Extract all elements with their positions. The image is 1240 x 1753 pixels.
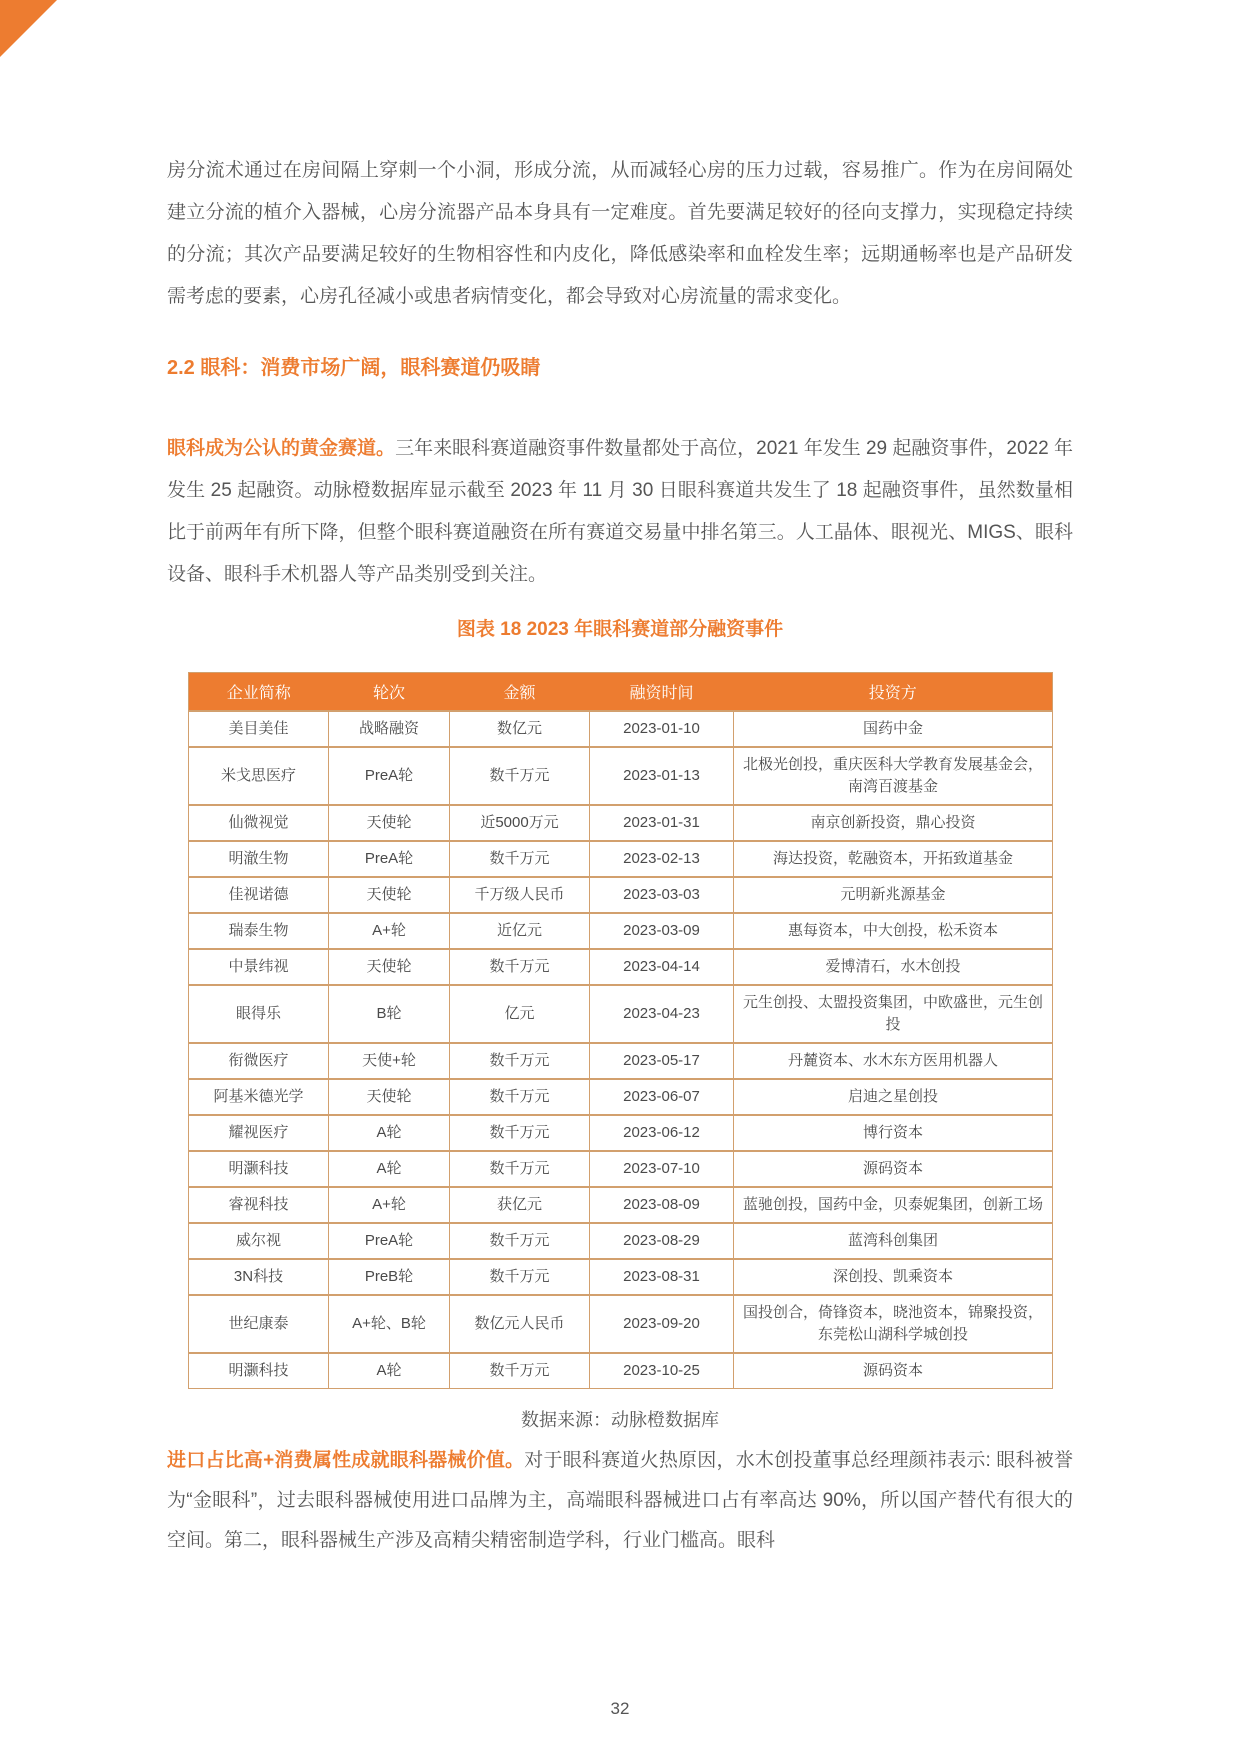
table-cell: 获亿元 — [450, 1187, 590, 1223]
table-row — [189, 1259, 1053, 1295]
table-cell: 数亿元人民币 — [450, 1295, 590, 1353]
page-corner-decoration — [0, 0, 57, 57]
table-row — [189, 1295, 1053, 1353]
table-cell: 南京创新投资，鼎心投资 — [734, 805, 1053, 841]
table-cell: 蓝驰创投，国药中金，贝泰妮集团，创新工场 — [734, 1187, 1053, 1223]
table-cell: 近5000万元 — [450, 805, 590, 841]
paragraph-atrial-shunt: 房分流术通过在房间隔上穿刺一个小洞，形成分流，从而减轻心房的压力过载，容易推广。作为在房间隔处建立分流的植介入器械，心房分流器产品本身具有一定难度。首先要满足较好的径向支撑力，实现稳定持续的分流；其次产品要满足较好的生物相容性和内皮化，降低感染率和血栓发生率；远期通畅率也是产品研发需考虑的要素，心房孔径减小或患者病情变化，都会导致对心房流量的需求变化。 — [167, 160, 1073, 307]
table-row — [189, 1187, 1053, 1223]
table-cell: 天使+轮 — [329, 1043, 450, 1079]
table-cell: 亿元 — [450, 985, 590, 1043]
table-cell: 明灏科技 — [189, 1353, 329, 1389]
paragraph-golden-track — [167, 428, 1073, 596]
table-cell: 中景纬视 — [189, 949, 329, 985]
table-cell: 天使轮 — [329, 805, 450, 841]
table-cell: 数千万元 — [450, 1353, 590, 1389]
table-cell: 2023-01-31 — [590, 805, 734, 841]
table-cell: 战略融资 — [329, 711, 450, 747]
table-row — [189, 1353, 1053, 1389]
table-cell: 阿基米德光学 — [189, 1079, 329, 1115]
table-header-cell: 投资方 — [734, 673, 1053, 712]
table-cell: 元生创投、太盟投资集团，中欧盛世，元生创投 — [734, 985, 1053, 1043]
page-content — [167, 150, 1073, 1561]
table-cell: 数亿元 — [450, 711, 590, 747]
table-cell: 2023-06-07 — [590, 1079, 734, 1115]
table-cell: 蓝湾科创集团 — [734, 1223, 1053, 1259]
table-header-cell: 轮次 — [329, 673, 450, 712]
table-cell: 天使轮 — [329, 877, 450, 913]
paragraph-import-value — [167, 1441, 1073, 1561]
table-row — [189, 949, 1053, 985]
table-cell: 数千万元 — [450, 1079, 590, 1115]
table-row — [189, 1151, 1053, 1187]
table-cell: 2023-09-20 — [590, 1295, 734, 1353]
table-cell: 米戈思医疗 — [189, 747, 329, 805]
table-header-cell: 金额 — [450, 673, 590, 712]
table-cell: PreB轮 — [329, 1259, 450, 1295]
table-cell: 耀视医疗 — [189, 1115, 329, 1151]
table-cell: 天使轮 — [329, 1079, 450, 1115]
table-cell: 博行资本 — [734, 1115, 1053, 1151]
table-cell: 丹麓资本、水木东方医用机器人 — [734, 1043, 1053, 1079]
table-cell: 3N科技 — [189, 1259, 329, 1295]
table-cell: 2023-08-31 — [590, 1259, 734, 1295]
table-cell: 2023-04-14 — [590, 949, 734, 985]
table-cell: 近亿元 — [450, 913, 590, 949]
section-heading-ophthalmology: 2.2 眼科：消费市场广阔，眼科赛道仍吸睛 — [167, 357, 541, 379]
table-cell: 千万级人民币 — [450, 877, 590, 913]
page-number: 32 — [610, 1699, 630, 1718]
table-cell: 瑞泰生物 — [189, 913, 329, 949]
paragraph-body-import-value: 对于眼科赛道火热原因，水木创投董事总经理颜祎表示: 眼科被誉为“金眼科”，过去眼科器械使用进口品牌为主，高端眼科器械进口占有率高达 90%，所以国产替代有很大的空间。第二，眼科器械生产涉及高精尖精密制造学科，行业门槛高。眼科 — [167, 1450, 1073, 1551]
table-title: 图表 18 2023 年眼科赛道部分融资事件 — [456, 619, 784, 640]
table-cell: 数千万元 — [450, 1043, 590, 1079]
table-cell: A+轮、B轮 — [329, 1295, 450, 1353]
table-row — [189, 747, 1053, 805]
table-cell: 数千万元 — [450, 1151, 590, 1187]
table-cell: 爱博清石，水木创投 — [734, 949, 1053, 985]
table-cell: PreA轮 — [329, 841, 450, 877]
table-header-cell: 融资时间 — [590, 673, 734, 712]
table-cell: 睿视科技 — [189, 1187, 329, 1223]
table-cell: A轮 — [329, 1115, 450, 1151]
table-row — [189, 877, 1053, 913]
table-header-cell: 企业简称 — [189, 673, 329, 712]
table-cell: 源码资本 — [734, 1151, 1053, 1187]
table-cell: PreA轮 — [329, 747, 450, 805]
paragraph-lead-import-value: 进口占比高+消费属性成就眼科器械价值。 — [167, 1450, 525, 1471]
table-cell: 2023-10-25 — [590, 1353, 734, 1389]
table-cell: 数千万元 — [450, 1259, 590, 1295]
table-cell: 明澈生物 — [189, 841, 329, 877]
table-cell: 启迪之星创投 — [734, 1079, 1053, 1115]
table-row — [189, 1079, 1053, 1115]
table-cell: 2023-03-03 — [590, 877, 734, 913]
table-cell: 数千万元 — [450, 747, 590, 805]
table-row — [189, 1223, 1053, 1259]
table-cell: 国投创合，倚锋资本，晓池资本，锦聚投资，东莞松山湖科学城创投 — [734, 1295, 1053, 1353]
table-cell: 威尔视 — [189, 1223, 329, 1259]
financing-table-wrapper — [188, 672, 1052, 1389]
table-cell: A轮 — [329, 1353, 450, 1389]
table-cell: 元明新兆源基金 — [734, 877, 1053, 913]
data-source-caption: 数据来源：动脉橙数据库 — [521, 1410, 719, 1430]
table-cell: 仙微视觉 — [189, 805, 329, 841]
table-row — [189, 913, 1053, 949]
table-cell: 2023-08-29 — [590, 1223, 734, 1259]
table-cell: 佳视诺德 — [189, 877, 329, 913]
table-cell: 海达投资，乾融资本，开拓致道基金 — [734, 841, 1053, 877]
table-cell: 深创投、凯乘资本 — [734, 1259, 1053, 1295]
table-cell: A+轮 — [329, 913, 450, 949]
table-cell: 眼得乐 — [189, 985, 329, 1043]
table-cell: A+轮 — [329, 1187, 450, 1223]
table-body — [189, 711, 1053, 1389]
table-cell: 数千万元 — [450, 841, 590, 877]
table-cell: A轮 — [329, 1151, 450, 1187]
table-cell: 2023-02-13 — [590, 841, 734, 877]
table-cell: 2023-01-13 — [590, 747, 734, 805]
table-cell: 惠每资本，中大创投，松禾资本 — [734, 913, 1053, 949]
table-cell: PreA轮 — [329, 1223, 450, 1259]
table-row — [189, 1043, 1053, 1079]
table-cell: 2023-01-10 — [590, 711, 734, 747]
table-cell: 2023-04-23 — [590, 985, 734, 1043]
table-cell: 国药中金 — [734, 711, 1053, 747]
table-cell: 数千万元 — [450, 949, 590, 985]
paragraph-body-golden-track: 三年来眼科赛道融资事件数量都处于高位，2021 年发生 29 起融资事件，2022 年发生 25 起融资。动脉橙数据库显示截至 2023 年 11 月 30 日眼科赛道共发生了 18 起融资事件，虽然数量相比于前两年有所下降，但整个眼科赛道融资在所有赛道交易量中排名第三。人工晶体、眼视光、MIGS、眼科设备、眼科手术机器人等产品类别受到关注。 — [167, 438, 1073, 585]
table-cell: 北极光创投，重庆医科大学教育发展基金会，南湾百渡基金 — [734, 747, 1053, 805]
table-row — [189, 711, 1053, 747]
table-cell: 2023-03-09 — [590, 913, 734, 949]
table-cell: 2023-08-09 — [590, 1187, 734, 1223]
financing-table — [188, 672, 1053, 1389]
table-row — [189, 1115, 1053, 1151]
table-row — [189, 985, 1053, 1043]
paragraph-lead-golden-track: 眼科成为公认的黄金赛道。 — [167, 438, 396, 459]
table-cell: 衔微医疗 — [189, 1043, 329, 1079]
table-cell: 源码资本 — [734, 1353, 1053, 1389]
table-header-row — [189, 673, 1053, 712]
table-cell: 美目美佳 — [189, 711, 329, 747]
table-cell: 2023-07-10 — [590, 1151, 734, 1187]
table-cell: 数千万元 — [450, 1115, 590, 1151]
table-cell: 2023-05-17 — [590, 1043, 734, 1079]
table-row — [189, 841, 1053, 877]
table-cell: 世纪康泰 — [189, 1295, 329, 1353]
table-cell: 2023-06-12 — [590, 1115, 734, 1151]
table-cell: 天使轮 — [329, 949, 450, 985]
table-cell: 数千万元 — [450, 1223, 590, 1259]
table-cell: B轮 — [329, 985, 450, 1043]
table-row — [189, 805, 1053, 841]
table-cell: 明灏科技 — [189, 1151, 329, 1187]
